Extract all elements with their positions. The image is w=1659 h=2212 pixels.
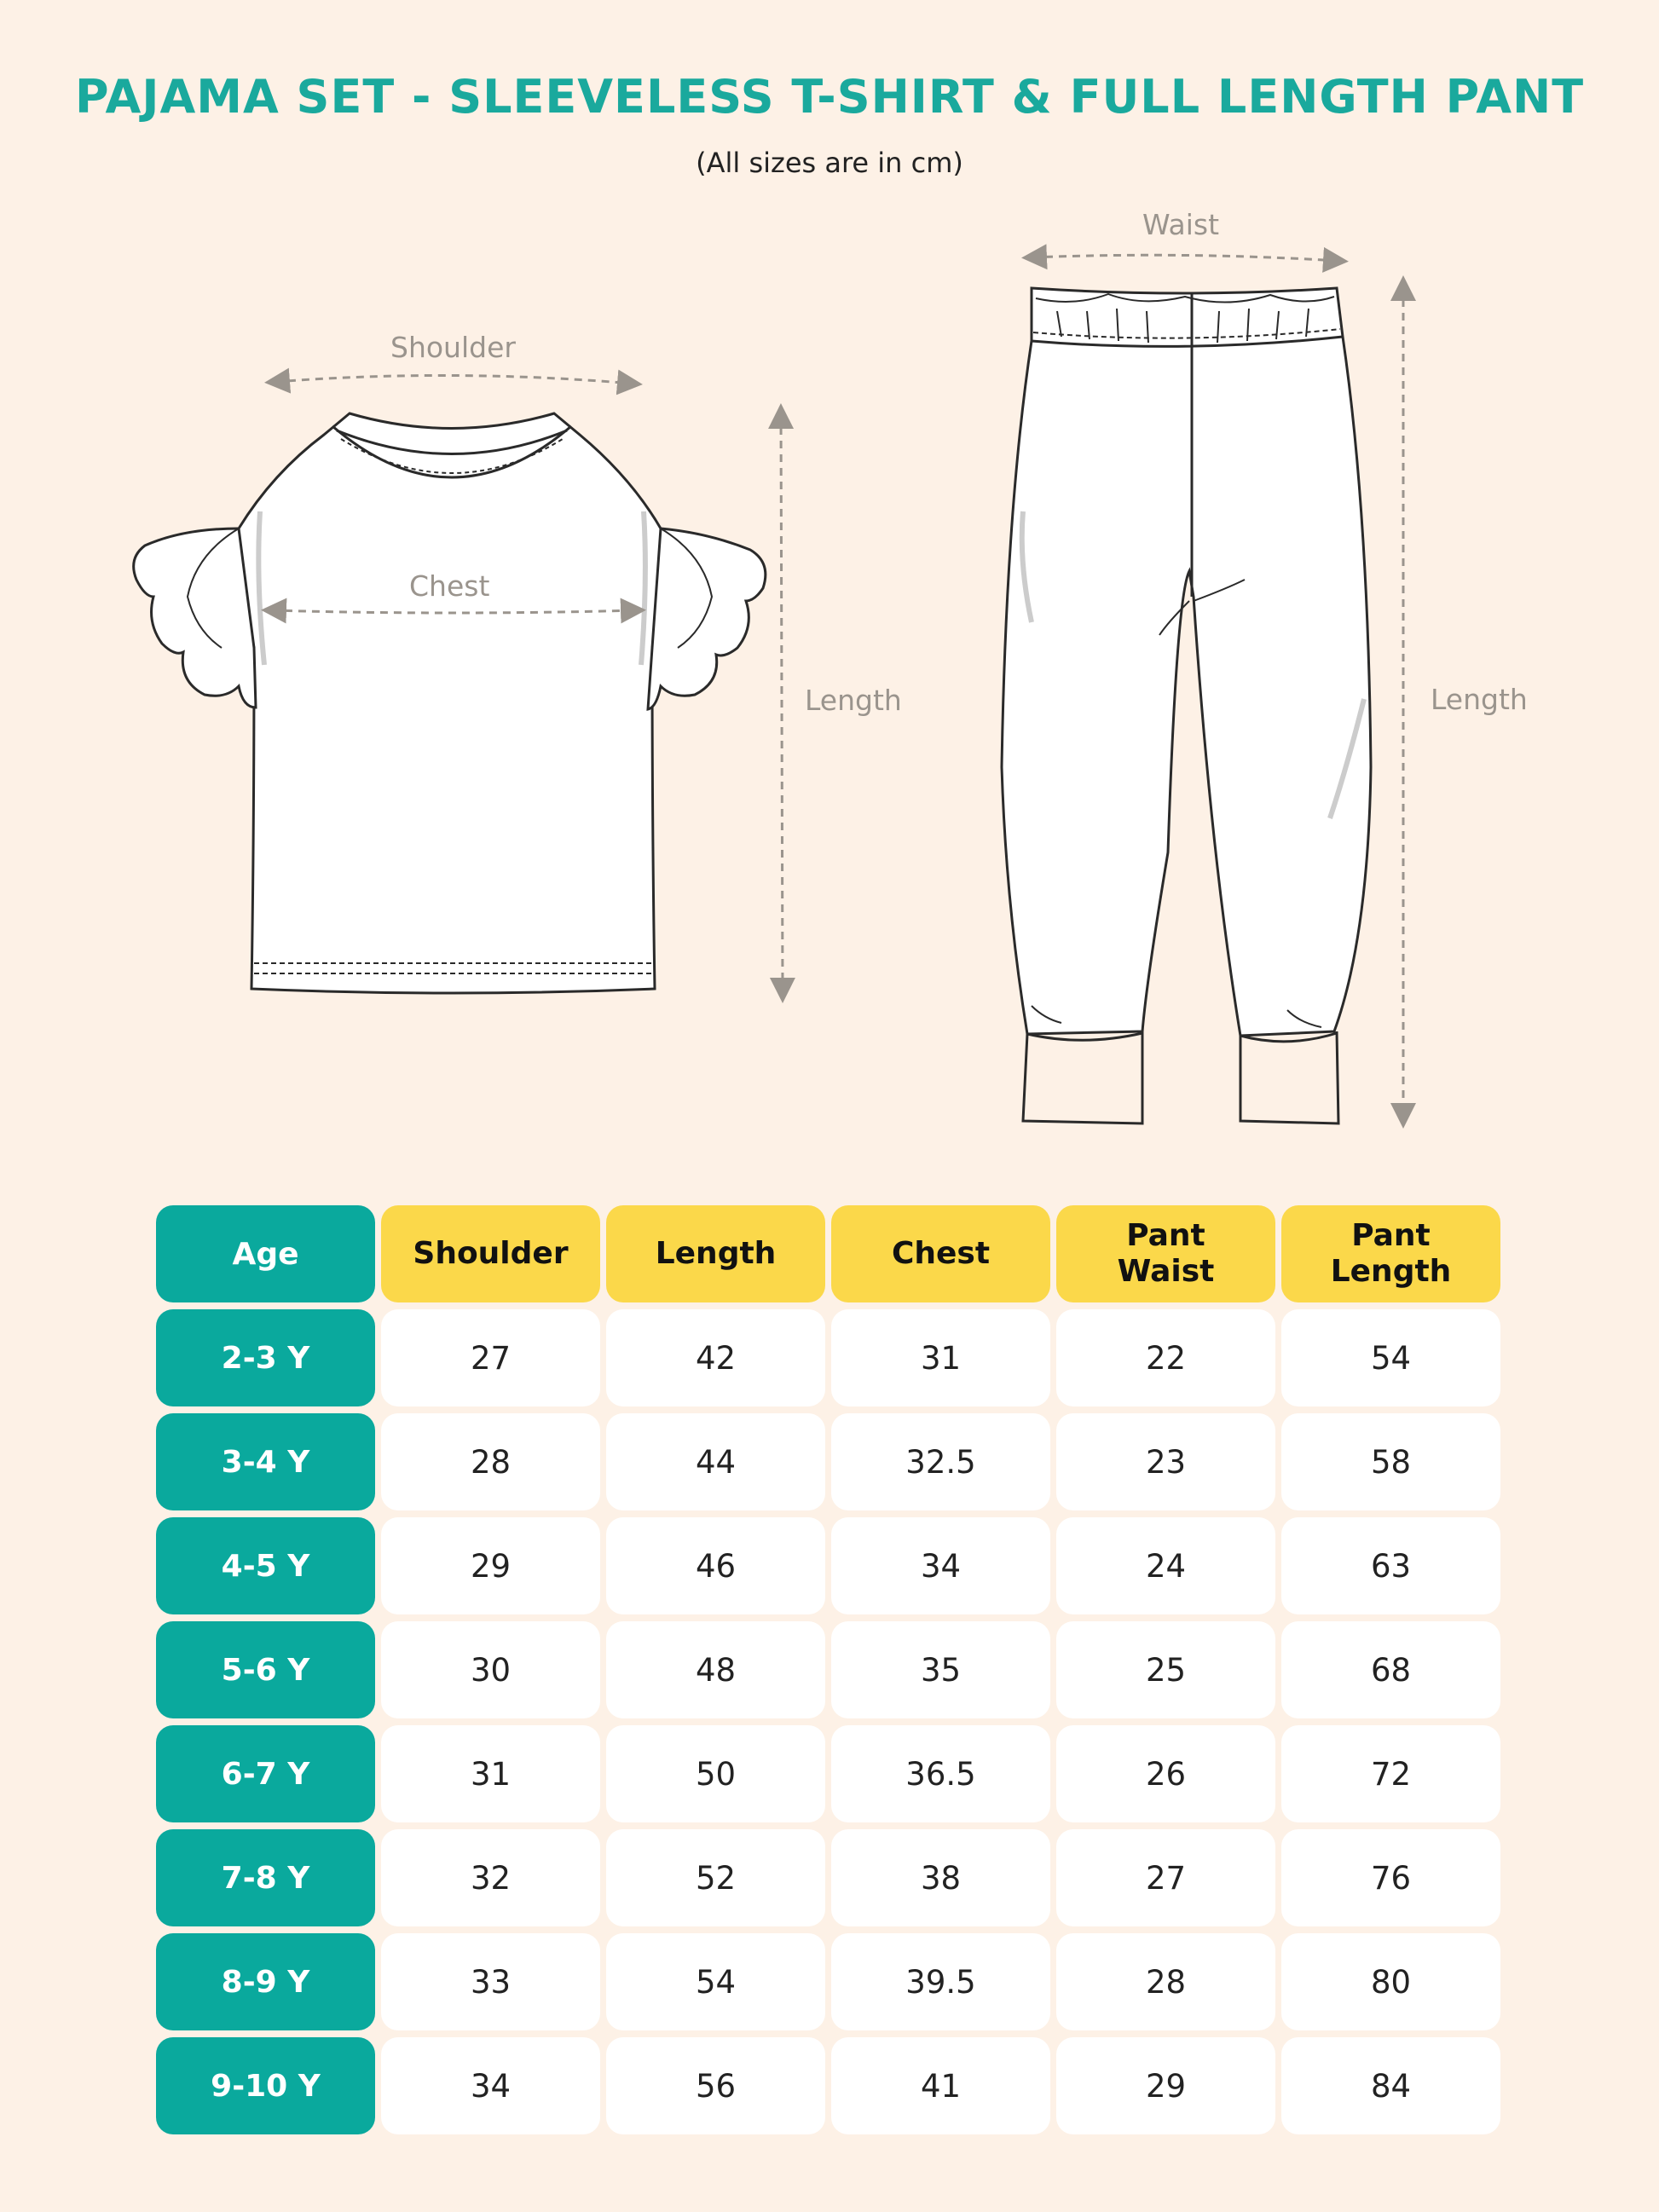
shoulder-cell: 32 — [381, 1829, 600, 1926]
chest-cell: 35 — [831, 1621, 1050, 1718]
shoulder-cell: 29 — [381, 1517, 600, 1614]
age-cell: 6-7 Y — [156, 1725, 375, 1822]
pant-length-cell: 63 — [1281, 1517, 1500, 1614]
table-row — [156, 1829, 1503, 1933]
tshirt-drawing — [134, 413, 766, 993]
chest-cell: 38 — [831, 1829, 1050, 1926]
waist-label: Waist — [1142, 208, 1220, 241]
shoulder-cell: 33 — [381, 1933, 600, 2030]
chest-cell: 31 — [831, 1309, 1050, 1406]
shoulder-cell: 34 — [381, 2037, 600, 2134]
shoulder-cell: 30 — [381, 1621, 600, 1718]
table-row — [156, 1621, 1503, 1725]
length-cell: 56 — [606, 2037, 825, 2134]
chest-cell: 36.5 — [831, 1725, 1050, 1822]
header-pant-length: Pant Length — [1281, 1205, 1500, 1302]
table-row — [156, 1725, 1503, 1829]
length-cell: 54 — [606, 1933, 825, 2030]
length-cell: 50 — [606, 1725, 825, 1822]
age-cell: 2-3 Y — [156, 1309, 375, 1406]
header-shoulder: Shoulder — [381, 1205, 600, 1302]
length-cell: 44 — [606, 1413, 825, 1510]
chest-cell: 41 — [831, 2037, 1050, 2134]
chest-cell: 32.5 — [831, 1413, 1050, 1510]
pant-waist-cell: 23 — [1056, 1413, 1275, 1510]
age-cell: 8-9 Y — [156, 1933, 375, 2030]
length-cell: 52 — [606, 1829, 825, 1926]
table-row — [156, 1309, 1503, 1413]
age-cell: 5-6 Y — [156, 1621, 375, 1718]
chest-cell: 39.5 — [831, 1933, 1050, 2030]
pant-waist-cell: 29 — [1056, 2037, 1275, 2134]
pant-waist-cell: 25 — [1056, 1621, 1275, 1718]
age-cell: 9-10 Y — [156, 2037, 375, 2134]
header-age: Age — [156, 1205, 375, 1302]
age-cell: 4-5 Y — [156, 1517, 375, 1614]
tshirt-length-arrow — [781, 413, 783, 993]
tshirt-length-label: Length — [805, 684, 902, 717]
waist-arrow — [1032, 255, 1338, 261]
table-header-row — [156, 1205, 1503, 1309]
pant-length-cell: 80 — [1281, 1933, 1500, 2030]
shoulder-label: Shoulder — [390, 331, 516, 364]
pant-length-label: Length — [1431, 683, 1528, 716]
header-pant-waist: Pant Waist — [1056, 1205, 1275, 1302]
pant-waist-cell: 22 — [1056, 1309, 1275, 1406]
age-cell: 7-8 Y — [156, 1829, 375, 1926]
pant-waist-cell: 24 — [1056, 1517, 1275, 1614]
table-row — [156, 1517, 1503, 1621]
length-cell: 42 — [606, 1309, 825, 1406]
table-row — [156, 1413, 1503, 1517]
header-length: Length — [606, 1205, 825, 1302]
shoulder-arrow — [275, 375, 633, 384]
pant-drawing — [1002, 288, 1371, 1123]
table-row — [156, 1933, 1503, 2037]
length-cell: 46 — [606, 1517, 825, 1614]
pant-length-cell: 68 — [1281, 1621, 1500, 1718]
pant-waist-cell: 26 — [1056, 1725, 1275, 1822]
shoulder-cell: 31 — [381, 1725, 600, 1822]
chest-cell: 34 — [831, 1517, 1050, 1614]
pant-length-cell: 76 — [1281, 1829, 1500, 1926]
pant-length-cell: 84 — [1281, 2037, 1500, 2134]
length-cell: 48 — [606, 1621, 825, 1718]
chest-label: Chest — [409, 569, 490, 603]
page-title: PAJAMA SET - SLEEVELESS T-SHIRT & FULL LENGTH PANT — [74, 70, 1585, 124]
table-row — [156, 2037, 1503, 2141]
shoulder-cell: 27 — [381, 1309, 600, 1406]
shoulder-cell: 28 — [381, 1413, 600, 1510]
pant-length-cell: 72 — [1281, 1725, 1500, 1822]
size-chart-table — [156, 1205, 1503, 2141]
pant-length-cell: 58 — [1281, 1413, 1500, 1510]
pant-length-cell: 54 — [1281, 1309, 1500, 1406]
pant-waist-cell: 27 — [1056, 1829, 1275, 1926]
age-cell: 3-4 Y — [156, 1413, 375, 1510]
header-chest: Chest — [831, 1205, 1050, 1302]
page-subtitle: (All sizes are in cm) — [696, 147, 963, 179]
pant-waist-cell: 28 — [1056, 1933, 1275, 2030]
